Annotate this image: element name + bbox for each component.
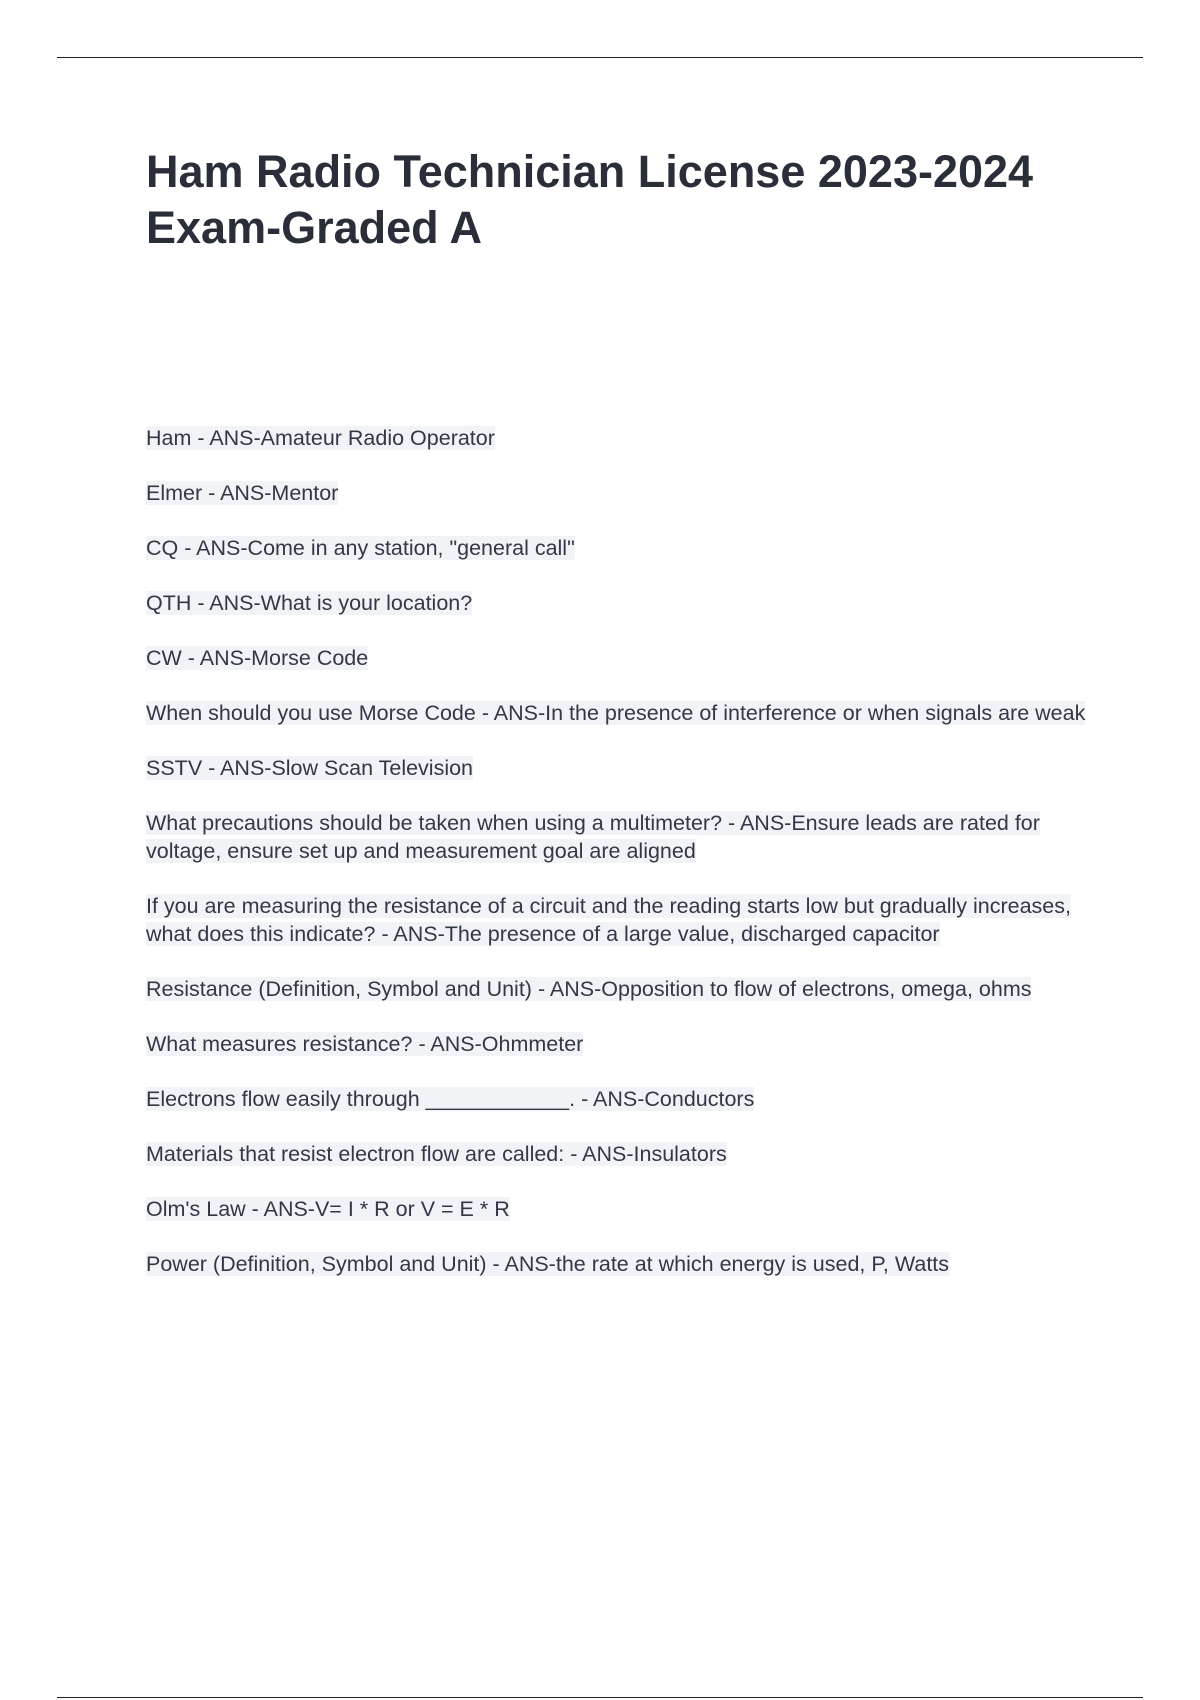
qa-text: QTH - ANS-What is your location? [146, 591, 473, 615]
qa-item [146, 975, 1086, 1003]
qa-item [146, 1085, 1086, 1113]
qa-text: Olm's Law - ANS-V= I * R or V = E * R [146, 1197, 510, 1221]
qa-item [146, 1030, 1086, 1058]
qa-item [146, 1195, 1086, 1223]
qa-text: Power (Definition, Symbol and Unit) - ANS-the rate at which energy is used, P, Watts [146, 1252, 950, 1276]
qa-item [146, 534, 1086, 562]
qa-item [146, 589, 1086, 617]
qa-item [146, 892, 1086, 948]
bottom-rule [57, 1697, 1143, 1698]
qa-item [146, 479, 1086, 507]
qa-text: CW - ANS-Morse Code [146, 646, 369, 670]
top-rule [57, 57, 1143, 58]
qa-text: When should you use Morse Code - ANS-In the presence of interference or when signals are weak [146, 701, 1086, 725]
qa-text: Elmer - ANS-Mentor [146, 481, 339, 505]
qa-list [146, 424, 1086, 1305]
qa-item [146, 644, 1086, 672]
qa-text: If you are measuring the resistance of a circuit and the reading starts low but gradually increases, what does this indicate? - ANS-The presence of a large value, discharged capacitor [146, 894, 1071, 946]
qa-text: What measures resistance? - ANS-Ohmmeter [146, 1032, 584, 1056]
qa-text: Materials that resist electron flow are called: - ANS-Insulators [146, 1142, 727, 1166]
qa-item [146, 1250, 1086, 1278]
document-title: Ham Radio Technician License 2023-2024 Exam-Graded A [146, 146, 1034, 253]
qa-text: Resistance (Definition, Symbol and Unit) - ANS-Opposition to flow of electrons, omega, ohms [146, 977, 1032, 1001]
qa-item [146, 424, 1086, 452]
qa-text: SSTV - ANS-Slow Scan Television [146, 756, 474, 780]
qa-item [146, 754, 1086, 782]
qa-text: What precautions should be taken when using a multimeter? - ANS-Ensure leads are rated for voltage, ensure set up and measurement goal are aligned [146, 811, 1040, 863]
qa-text: Ham - ANS-Amateur Radio Operator [146, 426, 495, 450]
qa-text: CQ - ANS-Come in any station, "general call" [146, 536, 575, 560]
qa-text: Electrons flow easily through ____________. - ANS-Conductors [146, 1087, 755, 1111]
qa-item [146, 699, 1086, 727]
qa-item [146, 809, 1086, 865]
qa-item [146, 1140, 1086, 1168]
